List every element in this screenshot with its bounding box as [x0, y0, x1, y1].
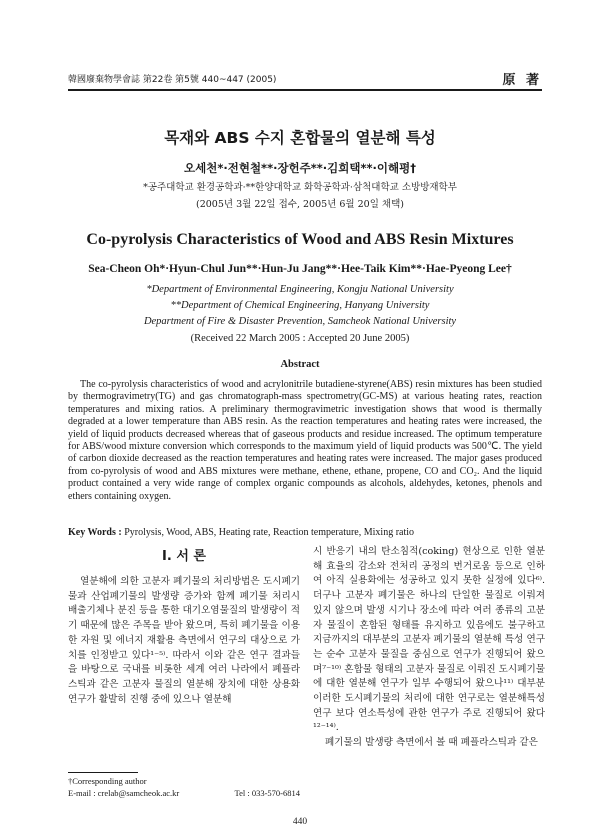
page-number: 440 [292, 817, 308, 827]
header-rule [68, 89, 542, 91]
korean-authors: 오세천*·전현철**·장헌주**·김희택**·이해평† [184, 161, 416, 175]
department-2: **Department of Chemical Engineering, Hanyang University [170, 300, 430, 311]
korean-title: 목재와 ABS 수지 혼합물의 열분해 특성 [164, 129, 436, 147]
korean-dates: (2005년 3월 22일 접수, 2005년 6월 20일 채택) [196, 199, 404, 210]
keywords-label: Key Words : [68, 527, 122, 538]
journal-citation: 韓國廢棄物學會誌 第22卷 第5號 440~447 (2005) [68, 75, 277, 85]
english-authors: Sea-Cheon Oh*·Hyun-Chul Jun**·Hun-Ju Jang**·Hee-Taik Kim**·Hae-Pyeong Lee† [88, 263, 512, 275]
author-email: E-mail : crelab@samcheok.ac.kr [68, 788, 180, 798]
abstract-heading: Abstract [280, 359, 320, 370]
author-phone: Tel : 033-570-6814 [234, 788, 300, 798]
english-title: Co-pyrolysis Characteristics of Wood and ABS Resin Mixtures [86, 231, 514, 248]
keywords-line [68, 527, 542, 538]
received-dates: (Received 22 March 2005 : Accepted 20 June 2005) [190, 333, 410, 344]
body-column-right [313, 545, 545, 751]
footnote-rule [68, 772, 138, 773]
running-header [68, 69, 542, 89]
department-3: Department of Fire & Disaster Prevention, Samcheok National University [143, 316, 457, 327]
article-type-tag: 原 著 [502, 73, 542, 88]
corresponding-author-note: †Corresponding author [68, 776, 147, 786]
intro-paragraph-continued: 시 반응기 내의 탄소침적(coking) 현상으로 인한 열분해 효율의 감소와 전처리 공정의 번거로움 등으로 인하여 아직 실용화에는 성공하고 있지 못한 실정에 있다⁶⁾. 더구나 고분자 폐기물은 하나의 단일한 물질로 이뤄져 있지 않으며 발생 시기나 장소에 따라 여러 종류의 고분자 물질이 혼합된 형태를 유지하고 있음에도 불구하고 지금까지의 대부분의 고분자 폐기물의 열분해 특성 연구는 순수 고분자 물질을 중심으로 연구가 진행되어 왔으며⁷⁻¹⁰⁾ 혼합물 형태의 고분자 물질로 이뤄진 도시폐기물에 대한 열분해 연구가 일부 수행되어 왔으나¹¹⁾ 대부분 이러한 도시폐기물의 처리에 대한 연구로는 열분해특성 연구 보다 연소특성에 관한 연구가 주로 진행되어 왔다¹²⁻¹⁴⁾. [313, 546, 545, 734]
body-column-left [68, 575, 300, 707]
section-heading-introduction: I. 서 론 [162, 549, 206, 564]
contact-line [68, 788, 300, 798]
intro-paragraph-1: 열분해에 의한 고분자 폐기물의 처리방법은 도시폐기물과 산업폐기물의 발생량 증가와 함께 폐기물 처리시 배출기체나 분진 등을 통한 대기오염물질의 발생량이 적기 때문에 많은 주목을 받아 왔으며, 특히 폐기물을 이용한 자원 및 에너지 재활용 측면에서 연구의 대상으로 가치를 인정받고 있다¹⁻⁵⁾. 따라서 이와 같은 연구 결과들을 바탕으로 국내를 비롯한 세계 여러 나라에서 폐플라스틱과 같은 고분자 물질의 열분해 장치에 대한 상용화 연구가 활발히 진행 중에 있으나 열분해 [68, 576, 300, 705]
korean-affiliations: *공주대학교 환경공학과·**한양대학교 화학공학과·삼척대학교 소방방재학부 [143, 182, 457, 193]
department-1: *Department of Environmental Engineering, Kongju National University [146, 284, 454, 295]
intro-paragraph-2: 폐기물의 발생량 측면에서 볼 때 폐플라스틱과 같은 [325, 737, 538, 749]
keywords-text: Pyrolysis, Wood, ABS, Heating rate, Reaction temperature, Mixing ratio [121, 527, 415, 538]
abstract-body: The co-pyrolysis characteristics of wood and acrylonitrile butadiene-styrene(ABS) resin mixtures has been studied by thermogravimetry(TG) and gas chromatograph-mass spectrometry(GC-MS) at various heating rates, reaction temperatures and mixing ratios. A preliminary thermogravimetric investigation shows that wood is thermally degraded at a lower temperature than ABS resin. As the reaction temperatures and heating rates were increased, the yield of liquid products decreased whereas that of gaseous products and residue increased. The optimum temperature for ABS/wood mixture conversion which corresponds to the maximum yield of liquid products was 500℃. The yield of carbon dioxide decreased as the reaction temperatures and heating rates were increased. The major gases produced from co-pyrolysis of wood and ABS mixtures were methane, ethene, ethane, propene, CO and CO₂. And the liquid product contained a very wide range of complex organic compounds as alcohols, aldehydes, ketones, phenols and ethers containing oxygen. [68, 379, 542, 502]
